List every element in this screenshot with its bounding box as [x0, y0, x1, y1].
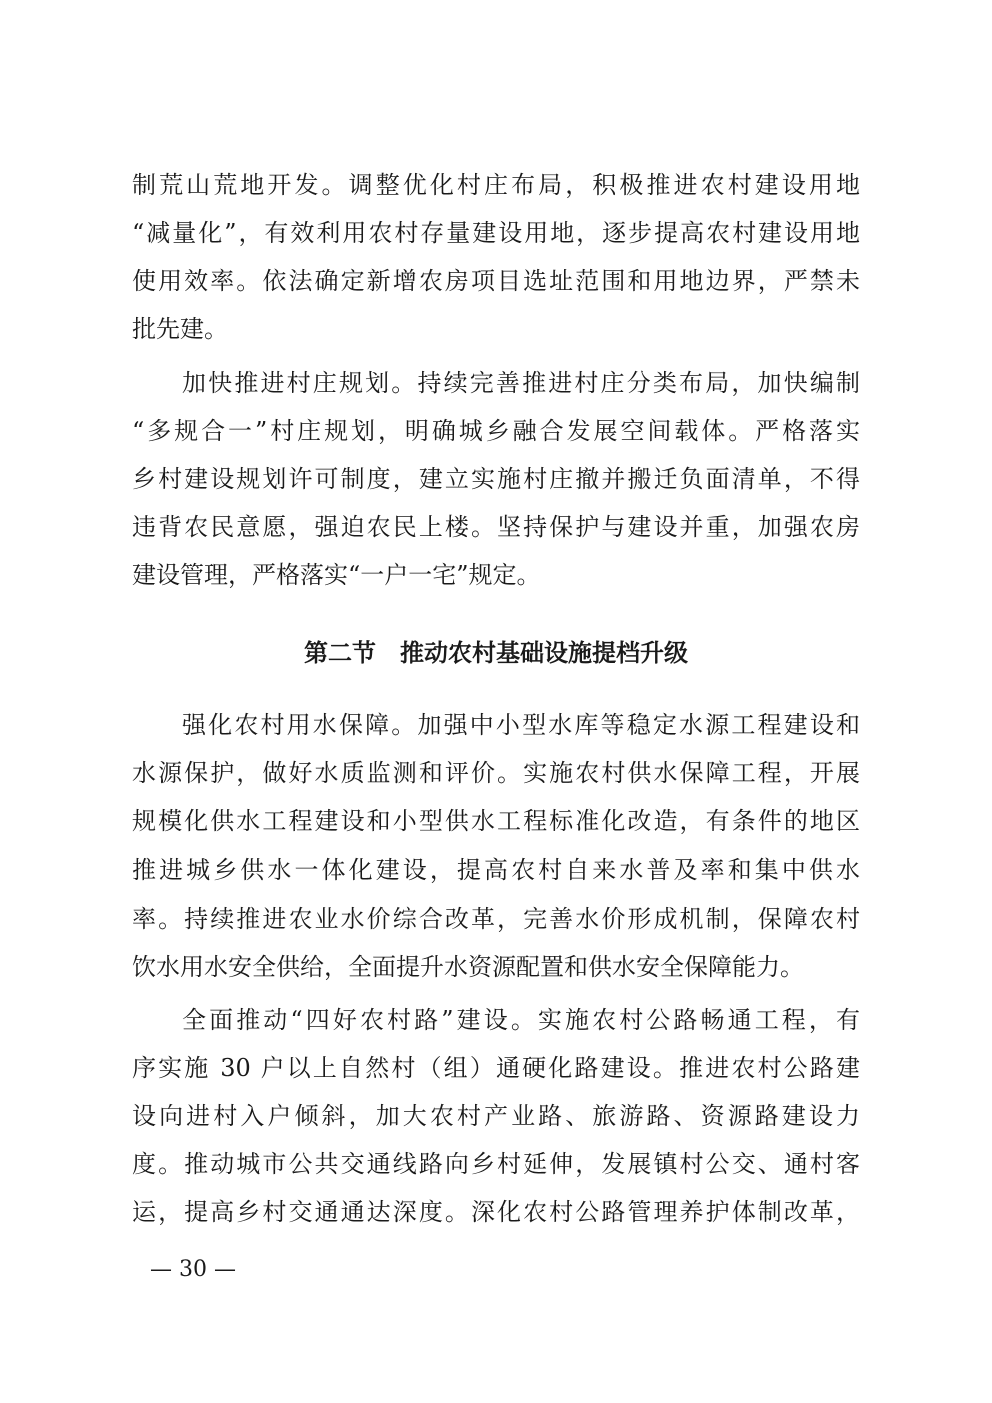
paragraph-4-line-5: 运，提高乡村交通通达深度。深化农村公路管理养护体制改革，: [132, 1198, 860, 1226]
paragraph-4-line-1: 全面推动“四好农村路”建设。实施农村公路畅通工程，有: [182, 1006, 860, 1034]
paragraph-1-line-1: 制荒山荒地开发。调整优化村庄布局，积极推进农村建设用地: [132, 171, 860, 199]
paragraph-1-line-4: 批先建。: [132, 315, 228, 343]
page-number: — 30 —: [150, 1257, 236, 1282]
paragraph-2-line-2: “多规合一”村庄规划，明确城乡融合发展空间载体。严格落实: [132, 417, 860, 445]
paragraph-2-line-5: 建设管理，严格落实“一户一宅”规定。: [132, 561, 541, 589]
paragraph-4-line-2: 序实施 30 户以上自然村（组）通硬化路建设。推进农村公路建: [132, 1054, 860, 1082]
paragraph-3-line-2: 水源保护，做好水质监测和评价。实施农村供水保障工程，开展: [132, 759, 860, 787]
paragraph-2-line-3: 乡村建设规划许可制度，建立实施村庄撤并搬迁负面清单，不得: [132, 465, 860, 493]
paragraph-4-line-3: 设向进村入户倾斜，加大农村产业路、旅游路、资源路建设力: [132, 1102, 860, 1130]
section-heading: 第二节 推动农村基础设施提档升级: [304, 639, 688, 667]
paragraph-2-line-1: 加快推进村庄规划。持续完善推进村庄分类布局，加快编制: [182, 369, 860, 397]
paragraph-3-line-3: 规模化供水工程建设和小型供水工程标准化改造，有条件的地区: [132, 807, 860, 835]
paragraph-1-line-2: “减量化”，有效利用农村存量建设用地，逐步提高农村建设用地: [132, 219, 860, 247]
paragraph-1-line-3: 使用效率。依法确定新增农房项目选址范围和用地边界，严禁未: [132, 267, 860, 295]
paragraph-3-line-6: 饮水用水安全供给，全面提升水资源配置和供水安全保障能力。: [132, 953, 804, 981]
paragraph-3-line-4: 推进城乡供水一体化建设，提高农村自来水普及率和集中供水: [132, 856, 860, 884]
paragraph-3-line-1: 强化农村用水保障。加强中小型水库等稳定水源工程建设和: [182, 711, 860, 739]
paragraph-3-line-5: 率。持续推进农业水价综合改革，完善水价形成机制，保障农村: [132, 905, 860, 933]
paragraph-4-line-4: 度。推动城市公共交通线路向乡村延伸，发展镇村公交、通村客: [132, 1150, 860, 1178]
paragraph-2-line-4: 违背农民意愿，强迫农民上楼。坚持保护与建设并重，加强农房: [132, 513, 860, 541]
